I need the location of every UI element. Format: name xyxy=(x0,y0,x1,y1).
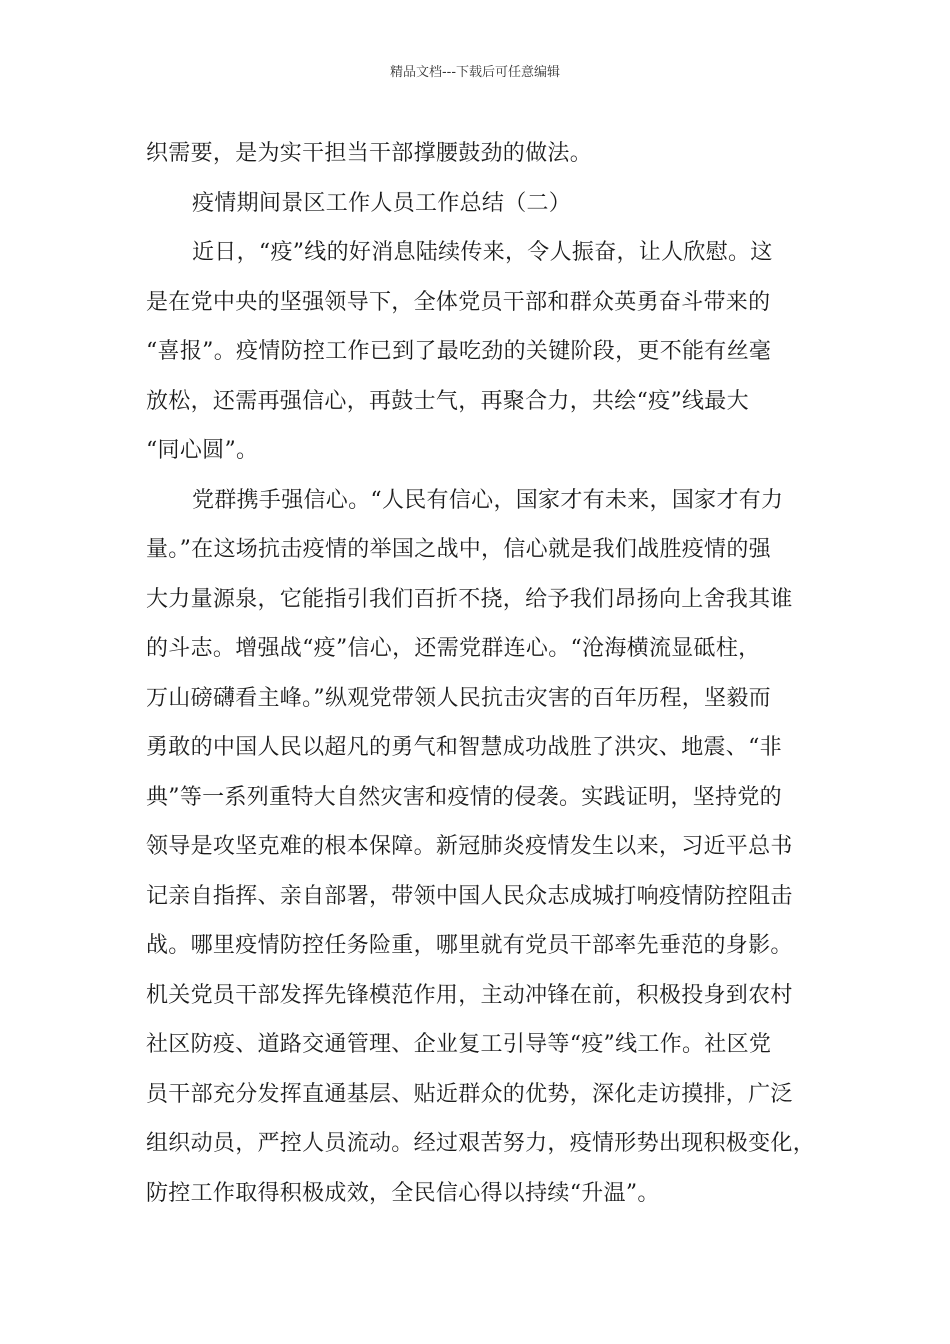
text-line: 量。”在这场抗击疫情的举国之战中，信心就是我们战胜疫情的强 xyxy=(146,537,771,562)
text-line: 是在党中央的坚强领导下，全体党员干部和群众英勇奋斗带来的 xyxy=(146,289,771,315)
text-line: 机关党员干部发挥先锋模范作用，主动冲锋在前，积极投身到农村 xyxy=(146,982,793,1008)
text-line: 放松，还需再强信心，再鼓士气，再聚合力，共绘“疫”线最大 xyxy=(146,388,749,414)
section-title: 疫情期间景区工作人员工作总结（二） xyxy=(192,190,572,216)
text-line: 战。哪里疫情防控任务险重，哪里就有党员干部率先垂范的身影。 xyxy=(146,933,793,958)
text-line: 领导是攻坚克难的根本保障。新冠肺炎疫情发生以来，习近平总书 xyxy=(146,834,793,859)
document-body xyxy=(146,129,818,1218)
text-line: 典”等一系列重特大自然灾害和疫情的侵袭。实践证明，坚持党的 xyxy=(146,784,782,810)
text-line: “喜报”。疫情防控工作已到了最吃劲的关键阶段，更不能有丝毫 xyxy=(146,339,772,364)
text-line: 防控工作取得积极成效，全民信心得以持续“升温”。 xyxy=(146,1180,660,1206)
text-line: 近日，“疫”线的好消息陆续传来，令人振奋，让人欣慰。这 xyxy=(192,240,773,265)
text-line: 勇敢的中国人民以超凡的勇气和智慧成功战胜了洪灾、地震、“非 xyxy=(146,735,782,760)
text-line: 记亲自指挥、亲自部署，带领中国人民众志成城打响疫情防控阻击 xyxy=(146,883,793,909)
text-line: 万山磅礴看主峰。”纵观党带领人民抗击灾害的百年历程，坚毅而 xyxy=(146,685,771,711)
text-line: 织需要，是为实干担当干部撑腰鼓劲的做法。 xyxy=(146,141,593,166)
page-header: 精品文档---下载后可任意编辑 xyxy=(389,65,561,80)
text-line: 社区防疫、道路交通管理、企业复工引导等“疫”线工作。社区党 xyxy=(146,1032,772,1057)
text-line: 组织动员，严控人员流动。经过艰苦努力，疫情形势出现积极变化， xyxy=(146,1131,816,1156)
text-line: 大力量源泉，它能指引我们百折不挠，给予我们昂扬向上舍我其谁 xyxy=(146,586,793,612)
text-line: “同心圆”。 xyxy=(146,438,259,463)
text-line: 的斗志。增强战“疫”信心，还需党群连心。“沧海横流显砥柱， xyxy=(146,636,761,661)
text-line: 党群携手强信心。“人民有信心，国家才有未来，国家才有力 xyxy=(192,487,784,513)
text-line: 员干部充分发挥直通基层、贴近群众的优势，深化走访摸排，广泛 xyxy=(146,1081,793,1107)
